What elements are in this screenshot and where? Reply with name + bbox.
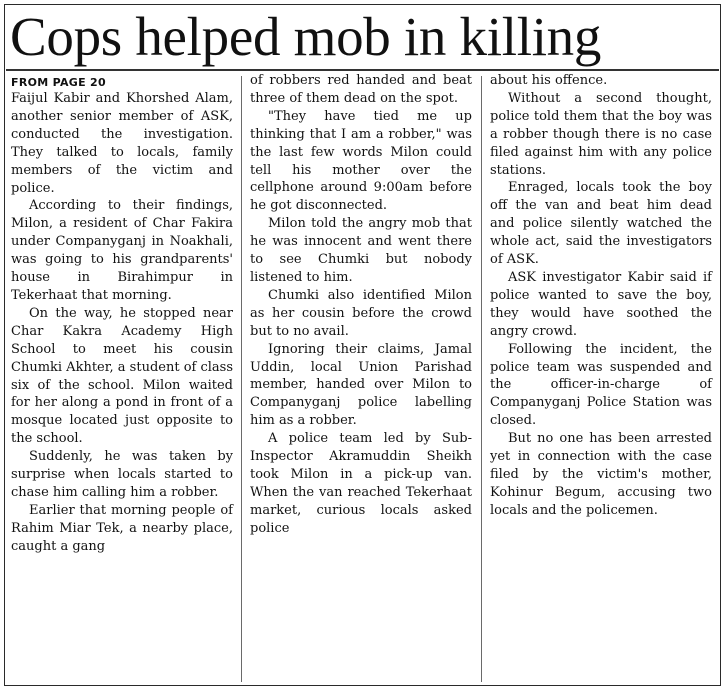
headline: Cops helped mob in killing <box>10 6 602 67</box>
paragraph: On the way, he stopped near Char Kakra Academy High School to meet his cousin Chumki Akhter, a student of class six of the school. Milon waited for her along a pond in front of a mosque located just opposite to the school. <box>11 305 233 447</box>
column-divider <box>481 76 482 682</box>
column-2 <box>250 72 472 538</box>
paragraph: Following the incident, the police team was suspended and the officer-in-charge of Companyganj Police Station was closed. <box>490 341 712 429</box>
paragraph: But no one has been arrested yet in connection with the case filed by the victim's mother, Kohinur Begum, accusing two locals and the policemen. <box>490 431 712 518</box>
paragraph: Chumki also identified Milon as her cousin before the crowd but to no avail. <box>250 287 472 339</box>
paragraph: Milon told the angry mob that he was innocent and went there to see Chumki but nobody listened to him. <box>250 216 472 285</box>
paragraph: Enraged, locals took the boy off the van and beat him dead and police silently watched the whole act, said the investigators of ASK. <box>490 180 712 268</box>
paragraph: Without a second thought, police told them that the boy was a robber though there is no case filed against him with any police stations. <box>490 90 712 178</box>
paragraph: Earlier that morning people of Rahim Miar Tek, a nearby place, caught a gang <box>11 502 233 554</box>
kicker-from-page: FROM PAGE 20 <box>11 76 106 89</box>
paragraph: Ignoring their claims, Jamal Uddin, local Union Parishad member, handed over Milon to Companyganj police labelling him as a robber. <box>250 341 472 429</box>
paragraph: Faijul Kabir and Khorshed Alam, another senior member of ASK, conducted the investigation. They talked to locals, family members of the victim and police. <box>11 91 233 196</box>
paragraph: A police team led by Sub-Inspector Akramuddin Sheikh took Milon in a pick-up van. When the van reached Tekerhaat market, curious locals asked police <box>250 431 472 536</box>
column-divider <box>241 76 242 682</box>
headline-rule <box>6 69 719 71</box>
paragraph: Suddenly, he was taken by surprise when locals started to chase him calling him a robber. <box>11 449 233 500</box>
paragraph: of robbers red handed and beat three of them dead on the spot. <box>250 73 472 106</box>
paragraph: "They have tied me up thinking that I am a robber," was the last few words Milon could tell his mother over the cellphone around 9:00am before he got disconnected. <box>250 108 472 214</box>
paragraph: According to their findings, Milon, a resident of Char Fakira under Companyganj in Noakhali, was going to his grandparents' house in Birahimpur in Tekerhaat that morning. <box>11 198 233 303</box>
column-1 <box>11 72 233 556</box>
paragraph: ASK investigator Kabir said if police wanted to save the boy, they would have soothed the angry crowd. <box>490 269 712 339</box>
column-3 <box>490 72 712 520</box>
paragraph: about his offence. <box>490 73 608 88</box>
